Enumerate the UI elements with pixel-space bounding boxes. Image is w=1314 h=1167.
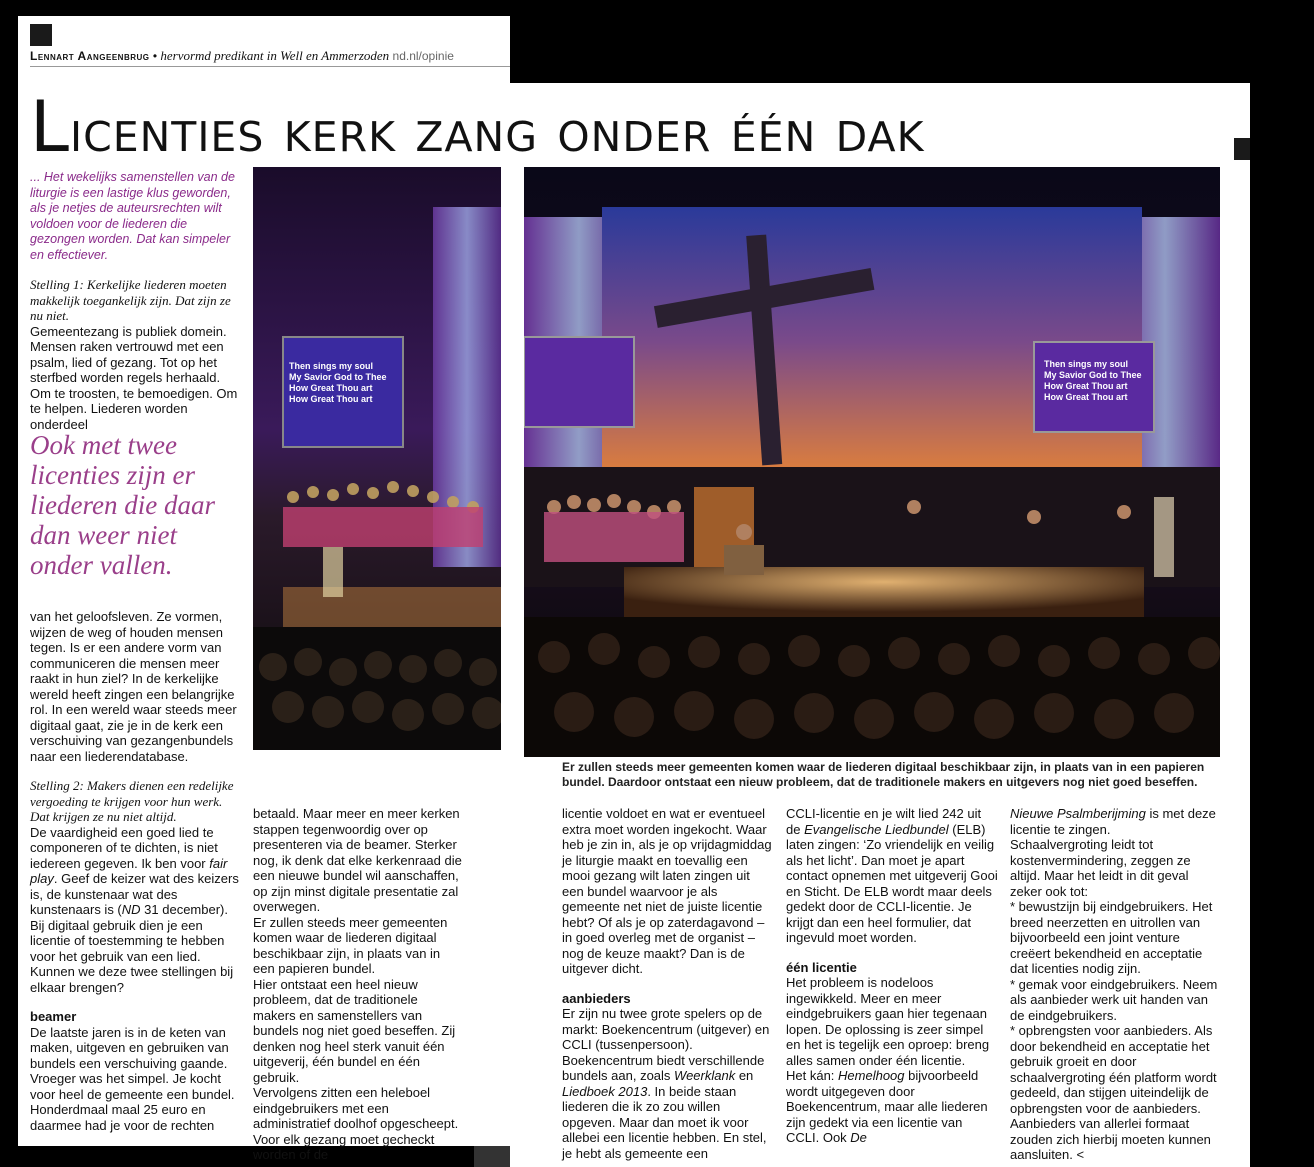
author-name: Lennart Aangeenbrug	[30, 49, 150, 63]
column-4	[786, 806, 998, 1146]
photo-stage	[524, 167, 1220, 757]
subhead-aanbieders: aanbieders	[562, 990, 631, 1006]
photo-choir	[253, 167, 501, 750]
byline-bullet: •	[152, 49, 158, 63]
author-role: hervormd predikant in Well en Ammerzoden	[160, 48, 390, 63]
paragraph: CCLI-licentie en je wilt lied 242 uit de Evangelische Liedbundel (ELB) laten zingen: ‘Zo vriendelijk en veilig als het licht’. Dan moet je apart contact opnemen met uitgeverij Gooi en Sticht. De ELB wordt maar deels gedekt door de CCLI-licentie. Je krijgt dan een heel formulier, dat ingevuld moet worden.	[786, 806, 998, 945]
paragraph: betaald. Maar meer en meer kerken stappen tegenwoordig over op presenteren via de beamer. Sterker nog, ik denk dat elke kerkenraad die een nieuwe bundel wil aanschaffen, op zijn minst digitale presentatie zal overwegen.	[253, 806, 462, 914]
column-5	[1010, 806, 1222, 1163]
headline	[30, 86, 1240, 168]
bullet-item: * gemak voor eindgebruikers. Neem als aanbieder werk uit handen van de eindgebruikers.	[1010, 976, 1218, 1023]
subhead-beamer: beamer	[30, 1009, 77, 1024]
column-1	[30, 170, 240, 432]
headline-text: icenties kerk zang onder één dak	[70, 97, 925, 165]
paragraph: Hier ontstaat een heel nieuw probleem, dat de traditionele makers en samenstellers van bundels nog niet goed beseffen. Zij denken nog heel sterk vanuit één uitgeverij, één bundel en één gebruik.	[253, 976, 456, 1085]
choir-image	[253, 167, 501, 750]
paragraph: Het kán: Hemelhoog bijvoorbeeld wordt uitgegeven door Boekencentrum, maar alle liederen zijn gedekt via een licentie van CCLI. Ook De	[786, 1068, 988, 1145]
column-2	[253, 806, 463, 1163]
lyrics-screen-right	[1044, 359, 1142, 403]
lyric-line: Then sings my soul	[1044, 359, 1129, 369]
corner-mark	[30, 24, 52, 46]
paragraph: Gemeentezang is publiek domein. Mensen raken vertrouwd met een psalm, lied of gezang. Tot op het sterfbed worden regels herhaald. Om te troosten, te bemoedigen. Om te helpen. Liederen worden onderdeel	[30, 323, 238, 432]
paragraph: licentie voldoet en wat er eventueel extra moet worden ingekocht. Waar heb je zin in, als je op vrijdagmiddag je liturgie maakt en toevallig een mooi gezang wilt laten zingen uit een bundel waarvoor je als gemeente net niet de juiste licentie hebt? Of als je op zaterdagavond – in goed overleg met de organist – nog de keuze maakt? Dan is de uitgever dicht.	[562, 806, 772, 976]
paragraph: Vervolgens zitten een heleboel eindgebruikers met een administratief doolhof opgescheept. Voor elk gezang moet gecheckt worden of de	[253, 1085, 459, 1162]
site-link[interactable]: nd.nl/opinie	[392, 49, 454, 63]
paragraph: De vaardigheid een goed lied te componeren of te dichten, is niet iedereen gegeven. Ik ben voor fair play. Geef de keizer wat des keizers is, de kunstenaar wat des kunstenaars is (ND 31 december). Bij digitaal gebruik dien je een licentie of toestemming te hebben voor het gebruik van een lied.	[30, 824, 239, 964]
page-edge	[474, 1146, 510, 1167]
paragraph: Nieuwe Psalmberijming is met deze licentie te zingen.	[1010, 806, 1216, 837]
lyric-line: How Great Thou art	[1044, 392, 1128, 402]
lyric-line: How Great Thou art	[1044, 381, 1128, 391]
thesis-1: Stelling 1: Kerkelijke liederen moeten makkelijk toegankelijk zijn. Dat zijn ze nu niet.	[30, 277, 231, 323]
header-rule	[30, 66, 510, 67]
paragraph: Kunnen we deze twee stellingen bij elkaar brengen?	[30, 964, 234, 995]
lyrics-screen-left	[289, 361, 387, 405]
lyric-line: How Great Thou art	[289, 383, 373, 393]
paragraph: De laatste jaren is in de keten van maken, uitgeven en gebruiken van bundels een verschuiving gaande. Vroeger was het simpel. Je kocht voor heel de gemeente een bundel. Honderdmaal maal 25 euro en daarmee had je voor de rechten	[30, 1024, 235, 1133]
paragraph: Er zullen steeds meer gemeenten komen waar de liederen digitaal beschikbaar zijn, in plaats van in een papieren bundel.	[253, 914, 448, 976]
subhead-een-licentie: één licentie	[786, 959, 857, 975]
paragraph: Er zijn nu twee grote spelers op de markt: Boekencentrum (uitgever) en CCLI (tussenpersoon). Boekencentrum biedt verschillende bundels aan, zoals Weerklank en Liedboek 2013. In beide staan liederen die ik zo zou willen opgeven. Maar dan moet ik voor allebei een licentie hebben. En stel, je hebt als gemeente een	[562, 1006, 770, 1161]
intro: ... Het wekelijks samenstellen van de liturgie is een lastige klus geworden, als je netjes de auteursrechten wilt voldoen voor de liederen die gezongen worden. Dat kan simpeler en effectiever.	[30, 170, 235, 262]
headline-initial: L	[30, 86, 70, 168]
lyric-line: My Savior God to Thee	[1044, 370, 1142, 380]
paragraph: van het geloofsleven. Ze vormen, wijzen de weg of houden mensen tegen. Is er een andere vorm van communiceren die mensen meer raakt in hun ziel? In de kerkelijke wereld heeft zingen een belangrijke rol. In een wereld waar steeds meer digitaal gaat, zie je in de kerk een verschuiving van gezangenbundels naar een liederendatabase.	[30, 609, 237, 764]
column-3	[562, 806, 774, 1161]
paragraph: Het probleem is nodeloos ingewikkeld. Meer en meer eindgebruikers gaan hier tegenaan lopen. De oplossing is zeer simpel en het is tegelijk een oproep: breng alles samen onder één licentie.	[786, 975, 990, 1068]
lyric-line: How Great Thou art	[289, 394, 373, 404]
lyric-line: Then sings my soul	[289, 361, 374, 371]
lyric-line: My Savior God to Thee	[289, 372, 387, 382]
pull-quote: Ook met twee licenties zijn er liederen die daar dan weer niet onder vallen.	[30, 430, 215, 580]
bullet-item: * bewustzijn bij eindgebruikers. Het breed neerzetten en uitrollen van bijvoorbeeld een joint venture creëert bekendheid en acceptatie dat licenties nodig zijn.	[1010, 899, 1213, 976]
column-1-lower	[30, 609, 240, 1133]
stage-image	[524, 167, 1220, 757]
thesis-2: Stelling 2: Makers dienen een redelijke vergoeding te krijgen voor hun werk. Dat krijgen ze nu niet altijd.	[30, 778, 234, 824]
photo-caption: Er zullen steeds meer gemeenten komen waar de liederen digitaal beschikbaar zijn, in plaats van in een papieren bundel. Daardoor ontstaat een nieuw probleem, dat de traditionele makers en uitgevers nog niet goed beseffen.	[562, 760, 1205, 789]
byline	[30, 48, 510, 64]
bullet-item: * opbrengsten voor aanbieders. Als door bekendheid en acceptatie het gebruik groeit en door schaalvergroting één platform wordt gedeeld, dan stijgen uiteindelijk de opbrengsten voor de aanbieders. Aanbieders van allerlei formaat zouden zich hierbij moeten kunnen aansluiten. <	[1010, 1023, 1217, 1162]
paragraph: Schaalvergroting leidt tot kostenvermindering, zeggen ze altijd. Maar het leidt in dit geval zeker ook tot:	[1010, 837, 1191, 899]
